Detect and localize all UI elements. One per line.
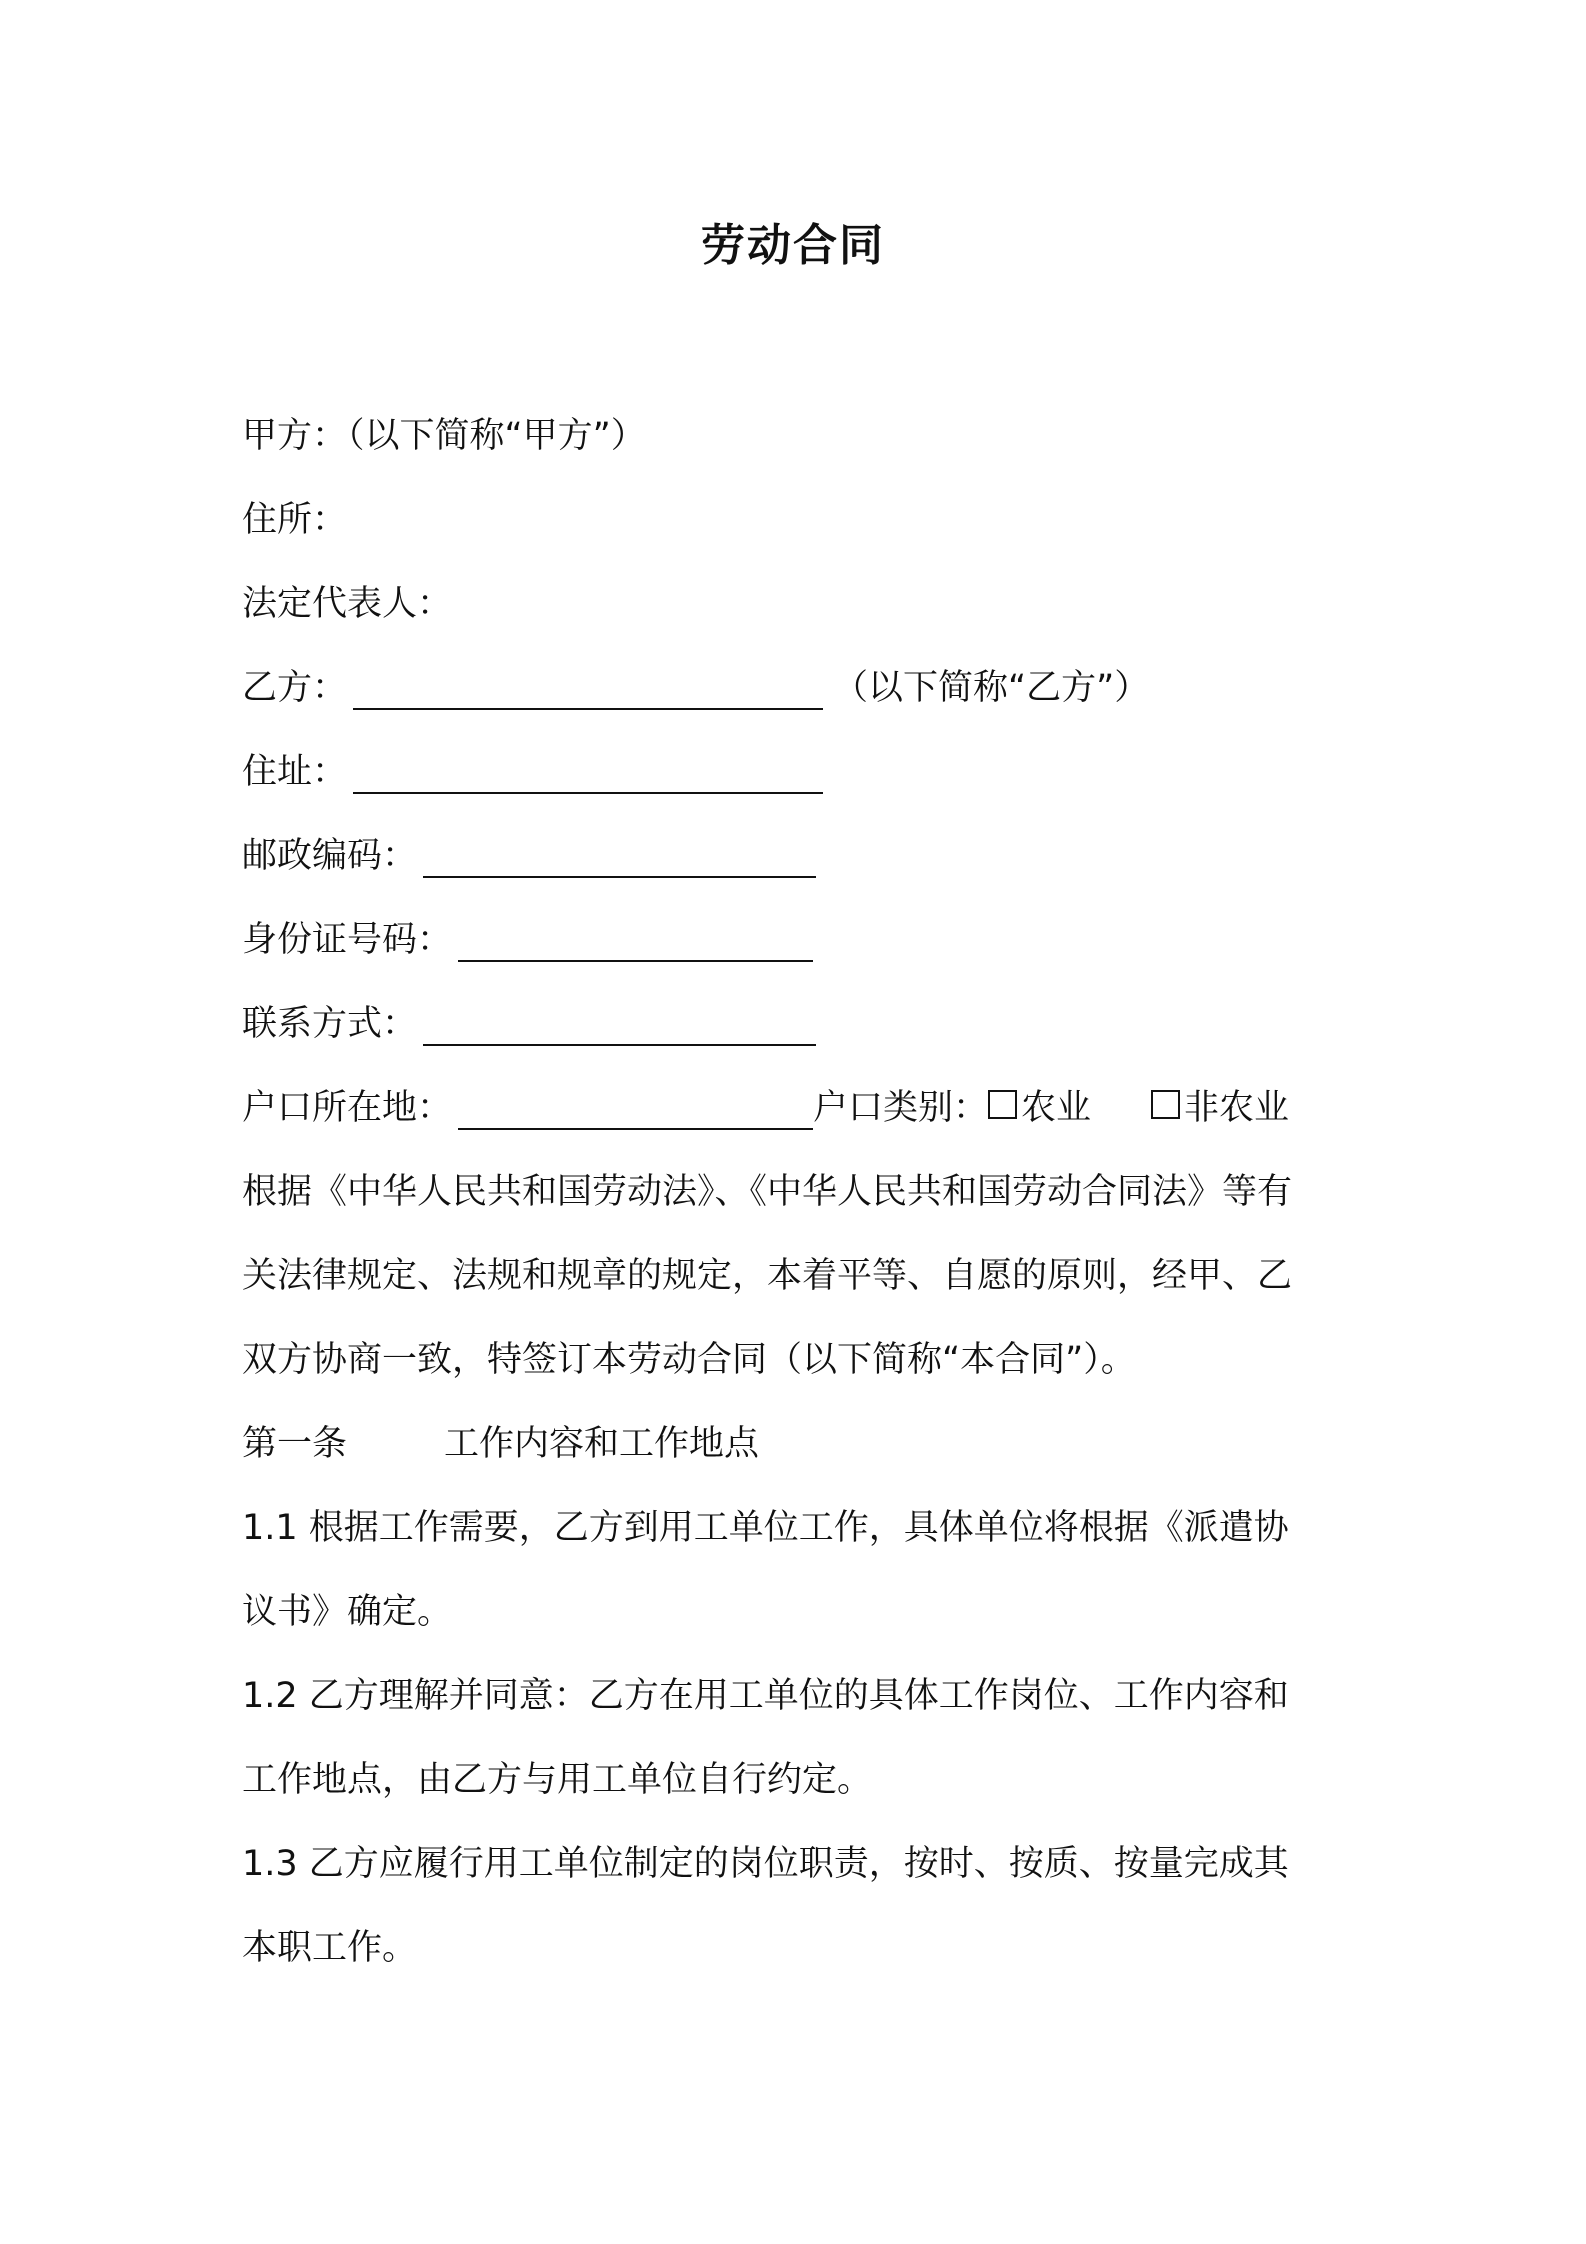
party-b-label: 乙方：	[242, 668, 348, 708]
hukou-location-label: 户口所在地：	[242, 1088, 453, 1128]
party-b-alias: （以下简称“乙方”）	[833, 668, 1150, 708]
clause-1-2-line-1: 1.2 乙方理解并同意：乙方在用工单位的具体工作岗位、工作内容和	[242, 1676, 1289, 1716]
preamble-line-1: 根据《中华人民共和国劳动法》、《中华人民共和国劳动合同法》等有	[242, 1172, 1293, 1212]
party-a-label: 甲方：（以下简称“甲方”）	[242, 416, 646, 456]
document-title: 劳动合同	[701, 220, 885, 271]
party-a-legal-rep-line	[242, 580, 452, 628]
id-number-label: 身份证号码：	[242, 920, 453, 960]
clause-1-1-line-2: 议书》确定。	[242, 1592, 453, 1632]
hukou-type-label: 户口类别：	[813, 1088, 989, 1128]
agricultural-label: 农业	[1021, 1088, 1092, 1128]
postcode-blank[interactable]	[423, 838, 816, 878]
contact-label: 联系方式：	[242, 1004, 418, 1044]
non-agricultural-checkbox[interactable]	[1151, 1090, 1180, 1119]
party-a-address-line	[242, 496, 347, 544]
preamble-line-3: 双方协商一致，特签订本劳动合同（以下简称“本合同”）。	[242, 1340, 1136, 1380]
party-a-address-label: 住所：	[242, 500, 348, 540]
clause-1-3-line-2: 本职工作。	[242, 1928, 418, 1968]
party-b-address-blank[interactable]	[353, 754, 823, 794]
clause-1-1-line-1: 1.1 根据工作需要，乙方到用工单位工作，具体单位将根据《派遣协	[242, 1508, 1289, 1548]
clause-1-3-line-1: 1.3 乙方应履行用工单位制定的岗位职责，按时、按质、按量完成其	[242, 1844, 1289, 1884]
hukou-line	[242, 1084, 1289, 1132]
preamble-line-2: 关法律规定、法规和规章的规定，本着平等、自愿的原则，经甲、乙	[242, 1256, 1293, 1296]
party-b-address-line	[242, 748, 823, 796]
article-1-heading-line	[242, 1420, 759, 1468]
contact-line	[242, 1000, 816, 1048]
postcode-label: 邮政编码：	[242, 836, 418, 876]
article-1-number: 第一条	[242, 1424, 348, 1464]
party-a-line	[242, 412, 646, 460]
non-agricultural-label: 非农业	[1184, 1088, 1290, 1128]
agricultural-checkbox[interactable]	[988, 1090, 1017, 1119]
hukou-location-blank[interactable]	[458, 1090, 813, 1130]
party-b-name-blank[interactable]	[353, 670, 823, 710]
party-a-legal-rep-label: 法定代表人：	[242, 584, 453, 624]
id-number-blank[interactable]	[458, 922, 813, 962]
contact-blank[interactable]	[423, 1006, 816, 1046]
postcode-line	[242, 832, 816, 880]
id-number-line	[242, 916, 813, 964]
clause-1-2-line-2: 工作地点，由乙方与用工单位自行约定。	[242, 1760, 873, 1800]
article-1-heading: 工作内容和工作地点	[444, 1424, 760, 1464]
party-b-address-label: 住址：	[242, 752, 348, 792]
party-b-line	[242, 664, 1149, 712]
